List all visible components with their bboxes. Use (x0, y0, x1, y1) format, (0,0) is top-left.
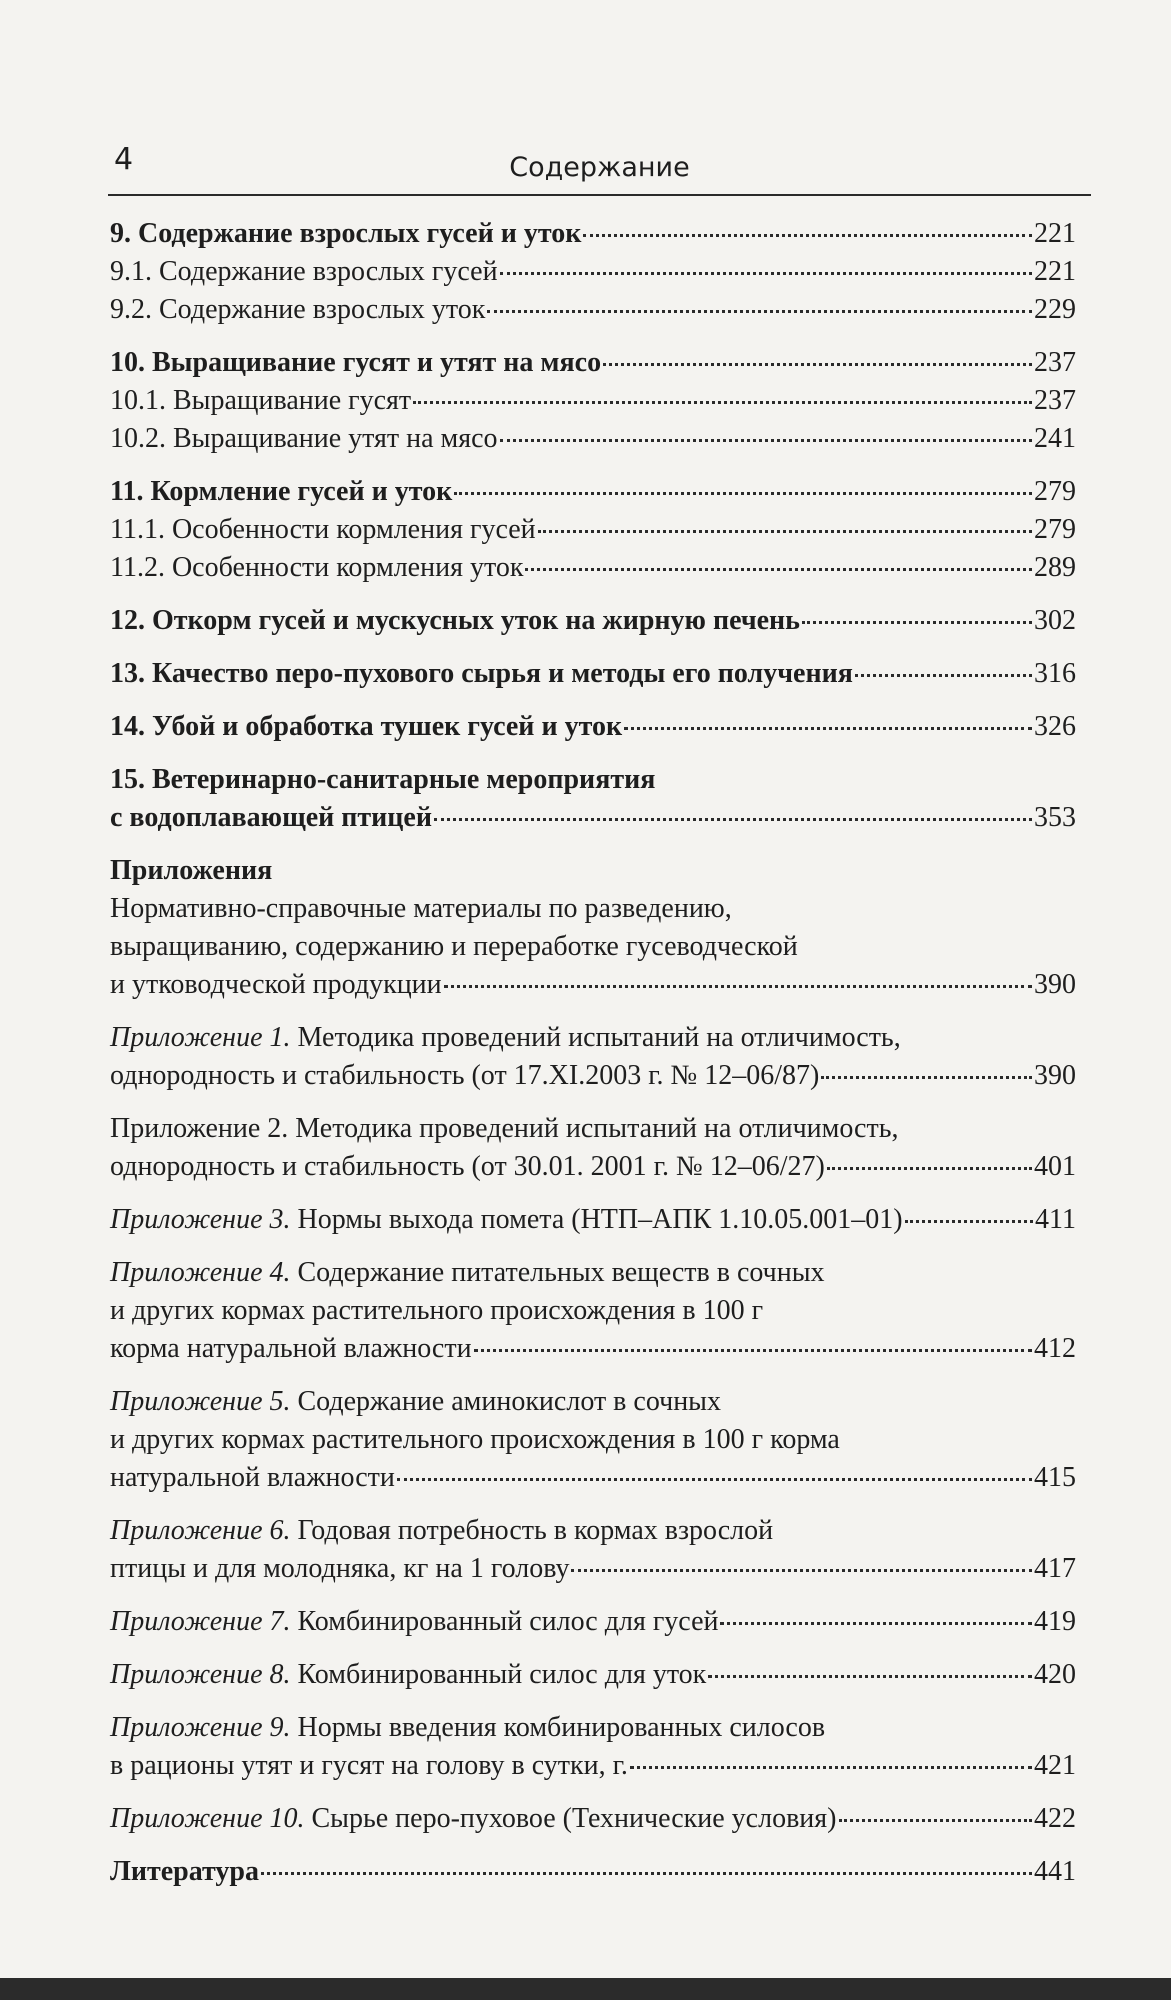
toc-entry-line (110, 382, 1076, 420)
toc-entry (110, 1254, 1076, 1368)
toc-page-number: 420 (1034, 1659, 1076, 1690)
toc-entry-line (110, 1330, 1076, 1368)
toc-entry (110, 382, 1076, 420)
dot-leader (720, 1618, 1032, 1625)
toc-entry (110, 420, 1076, 458)
toc-entry (110, 1709, 1076, 1785)
dot-leader (434, 814, 1032, 821)
header-title: Содержание (509, 152, 690, 183)
toc-entry-line: Приложение 9. Нормы введения комбинированных силосов (110, 1712, 826, 1743)
dot-leader (413, 397, 1032, 404)
toc-entry-text: 10.1. Выращивание гусят (110, 385, 412, 416)
dot-leader (802, 617, 1032, 624)
table-of-contents (110, 215, 1076, 1891)
toc-entry-line (110, 549, 1076, 587)
toc-entry-text: в рационы утят и гусят на голову в сутки, г. (110, 1750, 628, 1781)
toc-page-number: 441 (1034, 1856, 1076, 1887)
toc-entry (110, 344, 1076, 382)
toc-entry (110, 1110, 1076, 1186)
toc-page-number: 326 (1034, 711, 1076, 742)
toc-entry-text: 11. Кормление гусей и уток (110, 476, 453, 507)
toc-entry-text: Приложение 3. Нормы выхода помета (НТП–АПК 1.10.05.001–01) (110, 1204, 903, 1235)
scan-edge (0, 1978, 1171, 2000)
toc-entry-text: Приложение 8. Комбинированный силос для уток (110, 1659, 707, 1690)
toc-entry-line: 15. Ветеринарно-санитарные мероприятия (110, 764, 656, 795)
toc-entry-text: с водоплавающей птицей (110, 802, 432, 833)
toc-entry (110, 1383, 1076, 1497)
toc-page-number: 302 (1034, 605, 1076, 636)
dot-leader (474, 1345, 1032, 1352)
appendix-label: Приложение 7. (110, 1606, 298, 1637)
toc-entry-line: и других кормах растительного происхождения в 100 г (110, 1295, 764, 1326)
toc-entry (110, 761, 1076, 837)
appendix-label: Приложение 1. (110, 1022, 298, 1053)
toc-page-number: 415 (1034, 1462, 1076, 1493)
toc-entry-line: Приложение 1. Методика проведений испытаний на отличимость, (110, 1022, 901, 1053)
dot-leader (708, 1671, 1032, 1678)
toc-page-number: 241 (1034, 423, 1076, 454)
toc-page-number: 419 (1034, 1606, 1076, 1637)
toc-entry (110, 1853, 1076, 1891)
toc-entry-text: 9.1. Содержание взрослых гусей (110, 256, 498, 287)
toc-page-number: 417 (1034, 1553, 1076, 1584)
toc-entry-text: корма натуральной влажности (110, 1333, 472, 1364)
toc-entry-line (110, 1459, 1076, 1497)
toc-entry-line (110, 473, 1076, 511)
toc-page-number: 237 (1034, 347, 1076, 378)
toc-entry-line (110, 1057, 1076, 1095)
dot-leader (500, 435, 1032, 442)
appendix-label: Приложение 9. (110, 1712, 298, 1743)
toc-entry-line (110, 1853, 1076, 1891)
toc-entry-line: выращиванию, содержанию и переработке гусеводческой (110, 931, 798, 962)
toc-page-number: 279 (1034, 476, 1076, 507)
toc-entry-text: 11.2. Особенности кормления уток (110, 552, 524, 583)
toc-entry (110, 511, 1076, 549)
toc-entry (110, 1603, 1076, 1641)
toc-entry (110, 1656, 1076, 1694)
dot-leader (630, 1762, 1032, 1769)
appendix-label: Приложение 4. (110, 1257, 298, 1288)
dot-leader (261, 1868, 1032, 1875)
page-number: 4 (114, 142, 134, 177)
toc-entry (110, 253, 1076, 291)
toc-page-number: 422 (1034, 1803, 1076, 1834)
toc-page-number: 390 (1034, 1060, 1076, 1091)
toc-entry-line (110, 420, 1076, 458)
dot-leader (571, 1565, 1032, 1572)
toc-entry-text: 14. Убой и обработка тушек гусей и уток (110, 711, 623, 742)
toc-entry-text: 10. Выращивание гусят и утят на мясо (110, 347, 602, 378)
toc-entry-line (110, 1201, 1076, 1239)
toc-entry-line (110, 1800, 1076, 1838)
toc-entry-line: Приложение 2. Методика проведений испытаний на отличимость, (110, 1113, 899, 1144)
toc-page-number: 411 (1035, 1204, 1076, 1235)
toc-entry (110, 655, 1076, 693)
dot-leader (827, 1163, 1032, 1170)
toc-entry-text: 11.1. Особенности кормления гусей (110, 514, 536, 545)
toc-entry (110, 1201, 1076, 1239)
appendix-label: Приложение 5. (110, 1386, 298, 1417)
dot-leader (397, 1474, 1032, 1481)
toc-entry (110, 291, 1076, 329)
dot-leader (444, 981, 1032, 988)
toc-entry-text: натуральной влажности (110, 1462, 395, 1493)
appendix-label: Приложение 6. (110, 1515, 298, 1546)
toc-page-number: 316 (1034, 658, 1076, 689)
toc-entry-line (110, 253, 1076, 291)
toc-entry-text: 13. Качество перо-пухового сырья и методы его получения (110, 658, 853, 689)
dot-leader (839, 1815, 1033, 1822)
toc-entry-line (110, 215, 1076, 253)
toc-entry-text: 12. Откорм гусей и мускусных уток на жирную печень (110, 605, 800, 636)
toc-entry (110, 602, 1076, 640)
toc-entry (110, 708, 1076, 746)
toc-entry (110, 1019, 1076, 1095)
toc-entry-line (110, 799, 1076, 837)
dot-leader (624, 723, 1032, 730)
toc-entry (110, 890, 1076, 1004)
toc-entry-line (110, 708, 1076, 746)
dot-leader (525, 564, 1032, 571)
toc-entry-text: и утководческой продукции (110, 969, 442, 1000)
toc-entry-text: Приложение 7. Комбинированный силос для гусей (110, 1606, 719, 1637)
toc-page-number: 221 (1034, 256, 1076, 287)
running-header (108, 142, 1091, 196)
appendix-label: Приложение 3. (110, 1204, 298, 1235)
toc-entry-line: Нормативно-справочные материалы по разведению, (110, 893, 732, 924)
dot-leader (454, 488, 1032, 495)
appendix-heading: Приложения (110, 855, 273, 886)
toc-entry-line (110, 1148, 1076, 1186)
toc-entry (110, 215, 1076, 253)
dot-leader (487, 306, 1032, 313)
toc-entry-line (110, 1747, 1076, 1785)
toc-entry-text: Приложение 10. Сырье перо-пуховое (Технические условия) (110, 1803, 837, 1834)
toc-page-number: 412 (1034, 1333, 1076, 1364)
toc-entry-line: Приложение 5. Содержание аминокислот в сочных (110, 1386, 721, 1417)
toc-entry-line (110, 602, 1076, 640)
toc-page-number: 279 (1034, 514, 1076, 545)
toc-entry (110, 1800, 1076, 1838)
toc-page-number: 390 (1034, 969, 1076, 1000)
toc-entry-line (110, 1656, 1076, 1694)
toc-page-number: 401 (1034, 1151, 1076, 1182)
toc-page-number: 237 (1034, 385, 1076, 416)
toc-entry-line (110, 966, 1076, 1004)
dot-leader (603, 359, 1032, 366)
toc-entry-text: Литература (110, 1856, 259, 1887)
toc-entry-text: однородность и стабильность (от 30.01. 2001 г. № 12–06/27) (110, 1151, 825, 1182)
dot-leader (583, 230, 1032, 237)
toc-entry-line (110, 1550, 1076, 1588)
dot-leader (821, 1072, 1032, 1079)
toc-entry-text: 10.2. Выращивание утят на мясо (110, 423, 498, 454)
toc-entry-text: однородность и стабильность (от 17.XI.2003 г. № 12–06/87) (110, 1060, 820, 1091)
toc-page-number: 421 (1034, 1750, 1076, 1781)
appendix-label: Приложение 8. (110, 1659, 298, 1690)
dot-leader (538, 526, 1032, 533)
toc-entry (110, 549, 1076, 587)
toc-page-number: 229 (1034, 294, 1076, 325)
toc-entry-line (110, 655, 1076, 693)
toc-entry-line: и других кормах растительного происхождения в 100 г корма (110, 1424, 840, 1455)
toc-entry-text: птицы и для молодняка, кг на 1 голову (110, 1553, 570, 1584)
toc-page-number: 221 (1034, 218, 1076, 249)
toc-entry-line: Приложение 6. Годовая потребность в кормах взрослой (110, 1515, 774, 1546)
toc-entry-line (110, 291, 1076, 329)
toc-entry-line (110, 511, 1076, 549)
dot-leader (855, 670, 1032, 677)
toc-entry-line (110, 1603, 1076, 1641)
toc-page-number: 289 (1034, 552, 1076, 583)
toc-entry-line (110, 344, 1076, 382)
toc-entry (110, 1512, 1076, 1588)
toc-entry-text: 9.2. Содержание взрослых уток (110, 294, 486, 325)
dot-leader (905, 1216, 1033, 1223)
dot-leader (500, 268, 1032, 275)
toc-page-number: 353 (1034, 802, 1076, 833)
toc-entry (110, 473, 1076, 511)
toc-entry-text: 9. Содержание взрослых гусей и уток (110, 218, 582, 249)
appendix-label: Приложение 10. (110, 1803, 312, 1834)
toc-entry-line: Приложение 4. Содержание питательных веществ в сочных (110, 1257, 825, 1288)
